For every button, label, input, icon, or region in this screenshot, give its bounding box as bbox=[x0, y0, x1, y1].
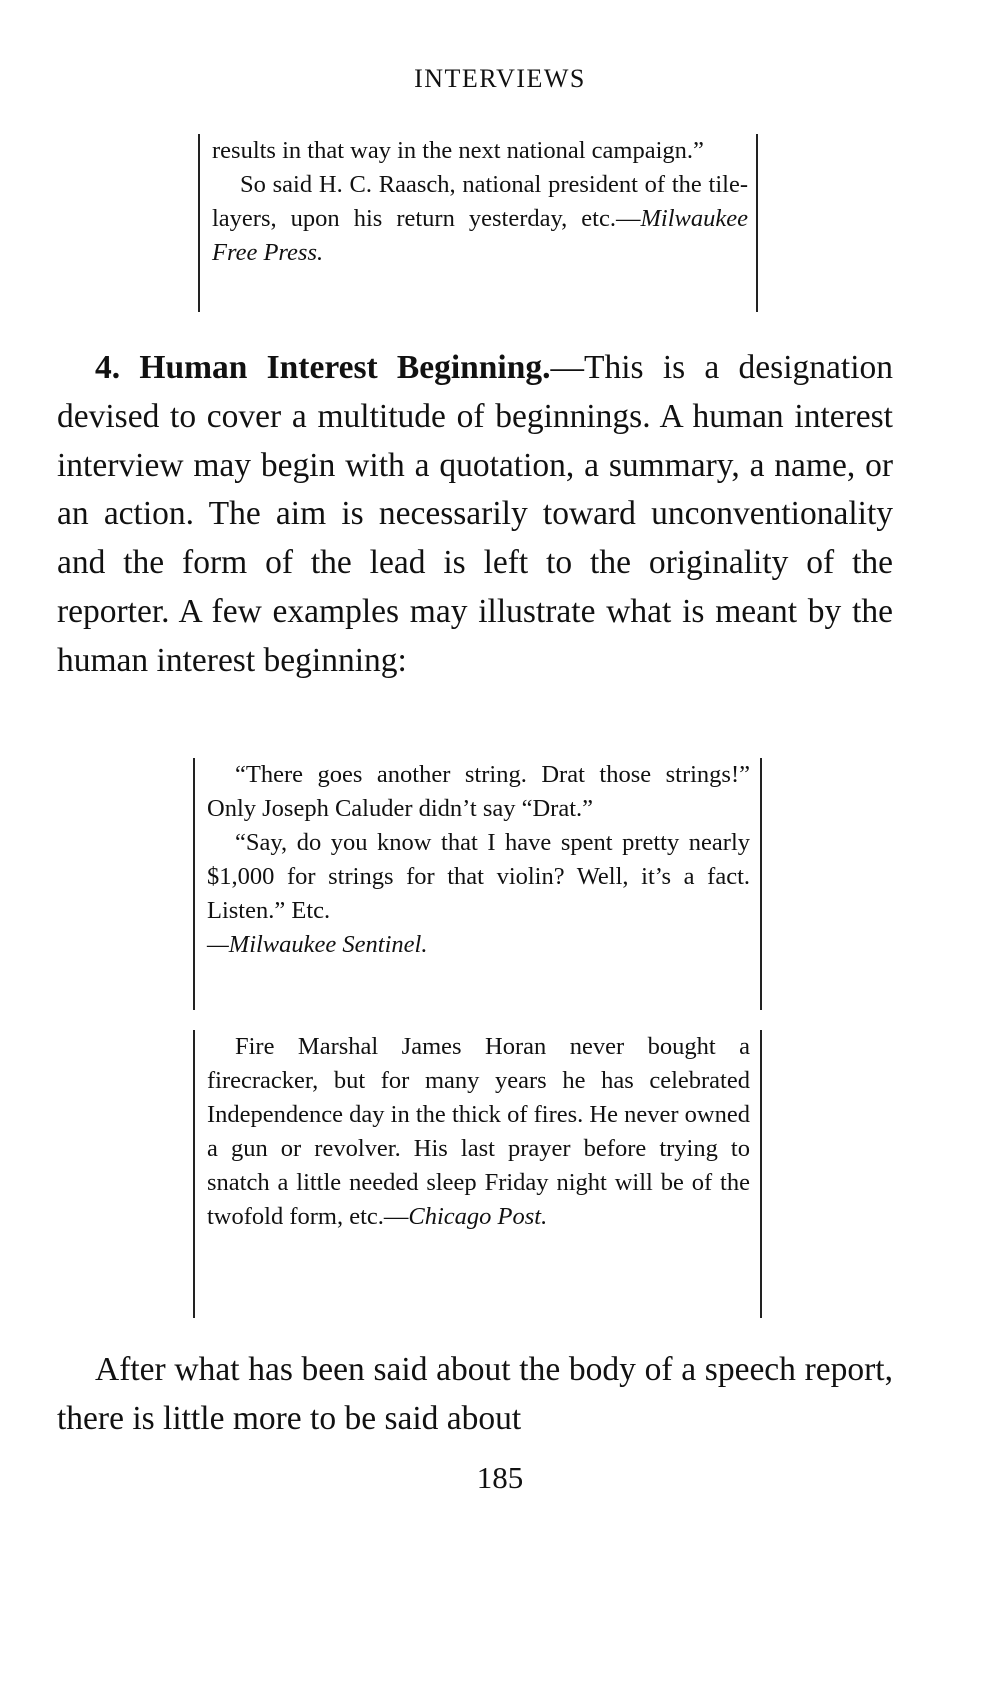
clipping-source: —Milwaukee Sentinel. bbox=[207, 931, 428, 958]
clipping-paragraph bbox=[207, 1030, 750, 1234]
body-paragraph-human-interest bbox=[57, 344, 893, 686]
paragraph-text: —This is a designation devised to cover a multitude of beginnings. A human interest interview may begin with a quotation, a summary, a name, or an action. The aim is necessarily toward unconventionality and the form of the lead is left to the originality of the reporter. A few examples may illustrate what is meant by the human interest beginning: bbox=[57, 349, 893, 679]
clipping-text: “There goes another string. Drat those strings!” Only Joseph Caluder didn’t say “Drat.” bbox=[207, 761, 750, 822]
clipping-paragraph bbox=[207, 758, 750, 826]
clipping-text: results in that way in the next national campaign.” bbox=[212, 137, 704, 164]
section-heading: 4. Human Interest Beginning. bbox=[95, 349, 551, 386]
clipping-source: Chicago Post. bbox=[408, 1203, 548, 1230]
clipping-source: Milwaukee Free Press. bbox=[212, 205, 748, 266]
clipping-paragraph bbox=[212, 168, 748, 270]
running-head: INTERVIEWS bbox=[414, 64, 586, 93]
quoted-clipping-horan bbox=[193, 1030, 762, 1318]
clipping-paragraph bbox=[212, 134, 748, 168]
body-paragraph-speech-report: After what has been said about the body of a speech report, there is little more to be said about bbox=[57, 1351, 893, 1437]
clipping-paragraph bbox=[207, 826, 750, 928]
clipping-text: “Say, do you know that I have spent pretty nearly $1,000 for strings for that violin? Well, it’s a fact. Listen.” Etc. bbox=[207, 829, 750, 924]
page-number: 185 bbox=[476, 1460, 524, 1495]
clipping-text: Fire Marshal James Horan never bought a firecracker, but for many years he has celebrated Independence day in the thick of fires. He never owned a gun or revolver. His last prayer before trying to snatch a little needed sleep Friday night will be of the twofold form, etc.— bbox=[207, 1033, 750, 1230]
clipping-paragraph bbox=[207, 928, 750, 962]
quoted-clipping-raasch bbox=[198, 134, 758, 312]
quoted-clipping-caluder bbox=[193, 758, 762, 1010]
clipping-text: So said H. C. Raasch, national president of the tile-layers, upon his return yesterday, etc.— bbox=[212, 171, 748, 232]
